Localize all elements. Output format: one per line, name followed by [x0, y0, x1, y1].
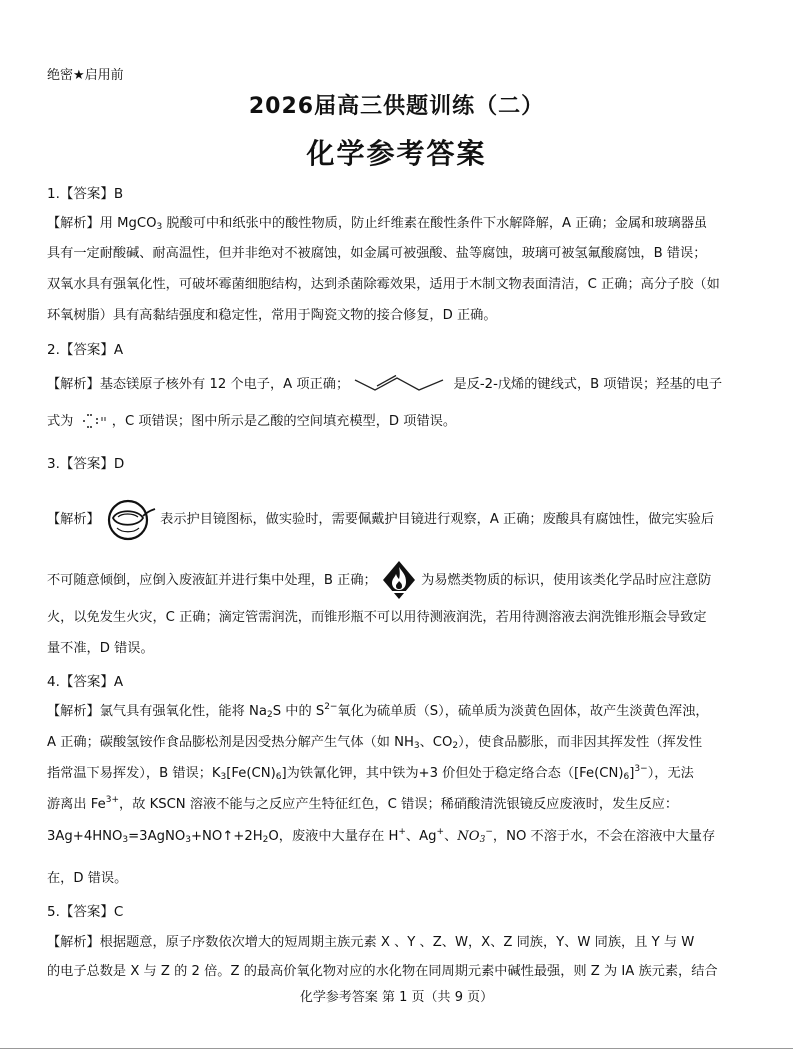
q4-explanation-line5: $3Ag+4HNO_3=3AgNO_3+NO↑+2H_2O$，废液中大量存在 H+、Ag+、$NO_3^-$，NO 不溶于水，不会在溶液中大量存: [47, 827, 716, 845]
q4-explanation-line6: 在，D 错误。: [47, 871, 128, 886]
bottom-divider: [0, 1048, 793, 1049]
q5-explanation-line2: 的电子总数是 X 与 Z 的 2 倍。Z 的最高价氧化物对应的水化物在同周期元素中碱性最强，则 Z 为 IA 族元素，结合: [47, 964, 718, 979]
q1-explanation-line4: 环氧树脂）具有高黏结强度和稳定性，常用于陶瓷文物的接合修复，D 正确。: [47, 308, 497, 323]
q1-explanation-line3: 双氧水具有强氧化性，可破坏霉菌细胞结构，达到杀菌除霉效果，适用于木制文物表面清洁，C 正确；高分子胶（如: [47, 277, 720, 292]
q2-answer: 2.【答案】A: [47, 342, 124, 358]
q4-answer: 4.【答案】A: [47, 674, 124, 690]
q3-explanation-line3: 火，以免发生火灾，C 正确；滴定管需润洗，而锥形瓶不可以用待测液润洗，若用待测溶液去润洗锥形瓶会导致定: [47, 610, 707, 625]
nitrate-ion: $NO_3^-$: [457, 827, 493, 845]
q3-explanation-line2: 不可随意倾倒，应倒入废液缸并进行集中处理，B 正确； 为易燃类物质的标识，使用该类化学品时应注意防: [47, 559, 711, 601]
goggles-icon: [104, 497, 156, 541]
trans-2-pentene-skeletal-structure: [353, 374, 449, 394]
q4-explanation-line3: 指常温下易挥发），B 错误；$K_3[Fe(CN)_6]$为铁氰化钾，其中铁为+3 价但处于稳定络合态$([Fe(CN)_6]^{3-})$，无法: [47, 764, 694, 782]
q5-explanation-line1: 【解析】根据题意，原子序数依次增大的短周期主族元素 X 、Y 、Z、W，X、Z 同族，Y、W 同族，且 Y 与 W: [47, 935, 695, 950]
q4-explanation-line4: 游离出 $Fe^{3+}$，故 KSCN 溶液不能与之反应产生特征红色，C 错误；稀硝酸清洗银镜反应废液时，发生反应：: [47, 795, 679, 812]
q3-explanation-line4: 量不准，D 错误。: [47, 641, 154, 656]
q5-answer: 5.【答案】C: [47, 904, 124, 920]
q1-explanation-line2: 具有一定耐酸碱、耐高温性，但并非绝对不被腐蚀，如金属可被强酸、盐等腐蚀，玻璃可被氢氟酸腐蚀，B 错误；: [47, 246, 707, 261]
q4-explanation-line2: A 正确；碳酸氢铵作食品膨松剂是因受热分解产生气体（如 $NH_3$、$CO_2$），使食品膨胀，而非因其挥发性（挥发性: [47, 735, 703, 751]
q2-explanation-line2: 式为 ，C 项错误；图中所示是乙酸的空间填充模型，D 项错误。: [47, 414, 457, 429]
document-title: 化学参考答案: [306, 137, 487, 170]
page-footer: 化学参考答案 第 1 页（共 9 页）: [299, 990, 494, 1005]
q3-explanation-line1: 【解析】 表示护目镜图标，做实验时，需要佩戴护目镜进行观察，A 正确；废酸具有腐蚀性，做完实验后: [47, 497, 714, 541]
q2-explanation-line1: 【解析】基态镁原子核外有 12 个电子，A 项正确； 是反-2-戊烯的键线式，B 项错误；羟基的电子: [47, 374, 722, 394]
flammable-hazard-icon: [381, 559, 417, 601]
q4-explanation-line1: 【解析】氯气具有强氧化性，能将 $Na_2S$ 中的 $S^{2-}$氧化为硫单质（S），硫单质为淡黄色固体，故产生淡黄色浑浊，: [47, 702, 709, 720]
hydroxyl-electron-dot-formula: [78, 412, 108, 430]
exam-title: 2026届高三供题训练（二）: [248, 94, 545, 119]
confidential-label: 绝密★启用前: [47, 68, 124, 83]
q1-answer: 1.【答案】B: [47, 186, 124, 202]
q1-explanation-line1: 【解析】用 MgCO$_3$ 脱酸可中和纸张中的酸性物质，防止纤维素在酸性条件下水解降解，A 正确；金属和玻璃器虽: [47, 216, 708, 232]
q3-answer: 3.【答案】D: [47, 456, 125, 472]
